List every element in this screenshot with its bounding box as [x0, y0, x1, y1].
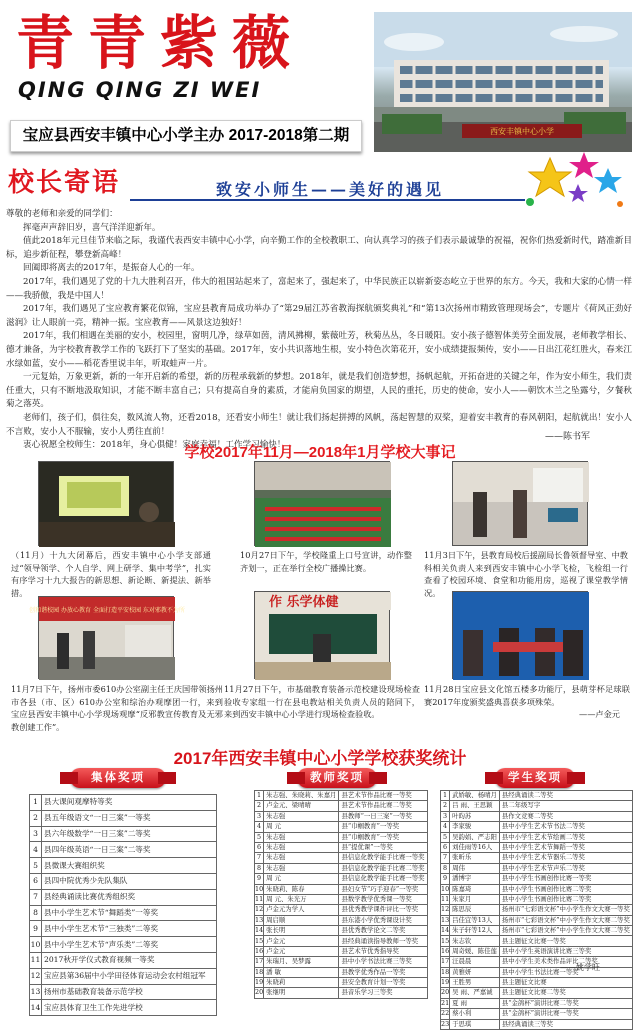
award-title: 县经典诵读三等奖: [499, 1019, 632, 1029]
award-recipient: 朱志强、朱晓莉、朱嘉月: [264, 791, 339, 801]
award-number: 7: [441, 853, 450, 863]
events-heading: 学校2017年11月—2018年1月学校大事记: [184, 444, 456, 461]
teacher-awards-ribbon: [297, 768, 377, 788]
award-title: 县教师“一日三案”一等奖: [339, 811, 427, 821]
award-recipient: 陈嘉琦: [450, 884, 500, 894]
award-number: 3: [441, 811, 450, 821]
award-title: 县中小学生艺术节舞蹈一等奖: [499, 842, 632, 852]
award-number: 10: [255, 884, 264, 893]
school-building-photo: [374, 12, 632, 152]
award-number: 17: [255, 957, 264, 966]
award-title: 县中小学生艺术节“三独类”二等奖: [42, 921, 217, 937]
award-row: [441, 978, 633, 988]
teacher-awards-table: [254, 790, 425, 999]
award-number: 8: [441, 863, 450, 873]
award-number: 7: [30, 889, 42, 905]
award-recipient: 朱志强: [264, 842, 339, 852]
award-title: 县四年级英语“一日三案”二等奖: [42, 842, 217, 858]
award-number: 5: [441, 832, 450, 842]
award-recipient: 陈思辰: [450, 905, 500, 915]
award-title: 扬州市基础教育装备示范学校: [42, 984, 217, 1000]
award-row: [255, 811, 428, 821]
award-number: 12: [255, 905, 264, 914]
student-awards-ribbon: [495, 768, 575, 788]
letter-paragraph: 2017年，我们遇见了宝应教育繁花似锦，宝应县教育局成功举办了“第29届江苏省教海探航颁奖典礼”和“第13次扬州市精致管理现场会”，专题片《荷风正劲好滋润》让人眼前一亮，精神一振。宝应教育——风景这边独好！: [6, 304, 632, 328]
award-recipient: 夏 雨: [450, 998, 500, 1008]
award-title: 县中小学书法比赛三等奖: [339, 957, 427, 967]
award-recipient: 刘佳雨等16人: [450, 842, 500, 852]
award-row: [255, 936, 428, 946]
event-photo-1: [38, 461, 174, 546]
letter-greeting: 尊敬的老师和亲爱的同学们：: [6, 209, 118, 219]
award-number: 3: [30, 826, 42, 842]
award-number: 13: [255, 915, 264, 924]
award-title: 县主题征文比赛: [499, 978, 632, 988]
award-number: 4: [30, 842, 42, 858]
letter-paragraph: 挥毫声声辞旧岁，喜气洋洋迎新年。: [23, 222, 161, 233]
award-title: 县艺术节优秀指导奖: [339, 946, 427, 956]
award-row: [255, 853, 428, 863]
award-title: 县东港小学优秀课设计奖: [339, 915, 427, 925]
award-title: 县经典诵读指导教师一等奖: [339, 936, 427, 946]
award-recipient: 朱志强: [264, 832, 339, 842]
award-number: 13: [30, 984, 42, 1000]
award-row: [30, 905, 217, 921]
award-row: [255, 863, 428, 873]
award-row: [255, 874, 428, 884]
award-recipient: 吴 雨、严嘉诚: [450, 988, 500, 998]
award-number: 11: [255, 894, 264, 903]
award-row: [441, 811, 633, 821]
award-title: 县“巾帼教育”一等奖: [339, 832, 427, 842]
award-recipient: 朱晓莉: [264, 978, 339, 988]
award-row: [255, 884, 428, 894]
award-title: 县中小学生艺术节“舞蹈类”一等奖: [42, 905, 217, 921]
event-photo-4: [29, 596, 185, 679]
award-number: 19: [441, 978, 450, 987]
award-title: 县优秀教学论文二等奖: [339, 926, 427, 936]
award-number: 1: [441, 791, 450, 801]
award-row: [255, 822, 428, 832]
letter-paragraph: 2017年，我们相遇在美丽的安小，校园里，窗明几净，绿草如茵，清风拂柳，紫薇吐芳，秋菊丛丛，冬日暖阳。安小孩子德智体美劳全面发展，老师教学相长、德才兼备，为宇校教育教学工作的飞跃打下了坚实的基础。2017年，安小共识落地生根，安小特色次第花开，安小成绩捷报频传，安小——日出江花红胜火，春来江水绿如蓝，安小——稻花香里说丰年，听取蛙声一片。: [6, 331, 632, 369]
award-number: 6: [441, 842, 450, 852]
award-number: 5: [255, 832, 264, 842]
award-number: 2: [255, 801, 264, 811]
award-number: 2: [30, 810, 42, 826]
award-row: [441, 791, 633, 801]
award-number: 12: [30, 968, 42, 984]
award-row: [30, 826, 217, 842]
award-recipient: 叶昀苏: [450, 811, 500, 821]
award-number: 6: [255, 842, 264, 852]
letter-paragraph: 2017年，我们遇见了党的十九大胜利召开，伟大的祖国站起来了，富起来了，强起来了，中华民族正以崭新姿态屹立于世界的东方。今天，我和大家的心情一样——我骄傲，我是中国人！: [6, 276, 632, 301]
award-row: [441, 822, 633, 832]
award-recipient: 潘 敏: [264, 967, 339, 977]
award-title: 县中小学生书画创作比赛二等奖: [499, 884, 632, 894]
award-row: [30, 937, 217, 953]
award-row: [30, 921, 217, 937]
award-title: 县信息化教学能手比赛一等奖: [339, 874, 427, 884]
award-recipient: 朱家月: [450, 894, 500, 904]
teacher-awards-label: 教师奖项: [310, 772, 364, 784]
award-row: [30, 810, 217, 826]
award-recipient: 朱晓莉、陈春: [264, 884, 339, 894]
award-recipient: 吕佳宜等13人: [450, 915, 500, 925]
award-recipient: 王胜男: [450, 978, 500, 988]
award-title: 扬州市“七彩语文杯”中小学生作文大赛二等奖: [499, 915, 632, 925]
award-title: 县中小学生书画创作比赛二等奖: [499, 894, 632, 904]
award-title: 县中小学生英语演讲比赛三等奖: [499, 946, 632, 956]
letter-signature: ——陈书军: [544, 432, 590, 442]
award-title: 县音乐学习三等奖: [339, 988, 427, 998]
award-row: [441, 842, 633, 852]
award-row: [255, 988, 428, 998]
award-row: [255, 801, 428, 811]
award-row: [255, 905, 428, 915]
award-title: 县优秀教学课件评比一等奖: [339, 905, 427, 915]
award-title: 县妇女节“巧手迎春”一等奖: [339, 884, 427, 894]
award-row: [255, 915, 428, 925]
award-title: 县中小学生艺术节绘画二等奖: [499, 832, 632, 842]
award-recipient: 朱子轩等12人: [450, 926, 500, 936]
award-row: [441, 915, 633, 925]
letter-paragraph: 老师们，孩子们，俱往矣，数风流人物，还看2018，还看安小师生！就让我们扬起拼搏的风帆，荡起智慧的双桨，迎着安丰教育的春风朝阳，起航就出！安小人不言败，安小人不服输，安小人勇往直前！: [6, 412, 632, 437]
newspaper-title: 青青紫薇: [16, 9, 305, 77]
award-number: 18: [255, 967, 264, 976]
award-recipient: 周伟: [450, 863, 500, 873]
award-number: 8: [255, 863, 264, 873]
award-title: 县中小学生美术类作品评比二等奖: [499, 957, 632, 967]
awards-heading: 2017年西安丰镇中心小学学校获奖统计: [173, 749, 467, 768]
event-photo-5-banner: 作 乐学体健: [269, 595, 339, 610]
award-row: [255, 978, 428, 988]
award-row: [441, 988, 633, 998]
award-number: 15: [255, 936, 264, 945]
award-title: 县信息化教学能手比赛一等奖: [339, 853, 427, 863]
school-awards-table: [29, 794, 217, 1016]
award-title: 扬州市“七彩语文杯”中小学生作文大赛一等奖: [499, 905, 632, 915]
award-row: [255, 926, 428, 936]
award-row: [441, 936, 633, 946]
award-row: [30, 873, 217, 889]
student-awards-label: 学生奖项: [508, 772, 562, 784]
award-title: 县四中院优秀少先队集队: [42, 873, 217, 889]
award-title: 县作文竞赛二等奖: [499, 811, 632, 821]
award-title: 县微课大赛组织奖: [42, 858, 217, 874]
award-number: 9: [441, 874, 450, 884]
award-title: 县艺术节作品比赛一等奖: [339, 791, 427, 801]
award-number: 11: [30, 952, 42, 968]
award-row: [30, 858, 217, 874]
award-row: [441, 1009, 633, 1019]
award-number: 14: [255, 926, 264, 935]
letter-paragraph: 值此2018年元旦佳节来临之际，我谨代表西安丰镇中心小学，向辛勤工作的全校教职工、向认真学习的孩子们表示最诚挚的祝福，祝你们热爱新时代，踏准新目标，追步新征程，攀登新高峰！: [6, 236, 632, 260]
issue-banner: 宝应县西安丰镇中心小学主办 2017-2018第二期: [10, 120, 362, 152]
award-row: [441, 926, 633, 936]
award-number: 3: [255, 811, 264, 821]
award-title: 县中小学生艺术节书法二等奖: [499, 822, 632, 832]
event-caption-1: （11月）十九大闭幕后，西安丰镇中心小学支部通过“领导领学、个人自学、网上研学、集中考学”，扎实有序学习十九大报告的新思想、新论断、新提法、新举措。: [11, 550, 211, 598]
event-caption-2: 10月27日下午，学校隆重上口号宣讲，动作整齐划一，正在举行全校广播操比赛。: [240, 550, 412, 573]
award-row: [441, 874, 633, 884]
event-caption-5: 11月27日下午，市基础教育装备示范校建设现场检查验收专家组一行在县电教站相关负责人员的陪同下，来到西安丰镇中心小学进行现场检查验收。: [224, 684, 420, 719]
award-recipient: 卢金元: [264, 936, 339, 946]
award-number: 22: [441, 1009, 450, 1018]
award-recipient: 李家骏: [450, 822, 500, 832]
award-recipient: 黄雅妍: [450, 967, 500, 977]
award-row: [255, 832, 428, 842]
event-photo-5: [254, 591, 390, 679]
award-title: 县五年级语文“一日三案”一等奖: [42, 810, 217, 826]
award-recipient: 于思琪: [450, 1019, 500, 1029]
student-awards-table: [440, 790, 630, 1030]
award-row: [255, 842, 428, 852]
award-number: 1: [30, 795, 42, 811]
award-title: 县大课间观摩特等奖: [42, 795, 217, 811]
award-number: 21: [441, 998, 450, 1007]
award-recipient: 周 元: [264, 874, 339, 884]
award-row: [30, 795, 217, 811]
award-row: [30, 984, 217, 1000]
award-recipient: 卢金元为学人: [264, 905, 339, 915]
award-row: [441, 801, 633, 811]
award-number: 10: [30, 937, 42, 953]
award-recipient: 周启顺: [264, 915, 339, 925]
award-recipient: 蔡小利: [450, 1009, 500, 1019]
award-row: [30, 952, 217, 968]
award-recipient: 朱志强: [264, 863, 339, 873]
award-row: [441, 905, 633, 915]
award-recipient: 汪晨晨: [450, 957, 500, 967]
letter-paragraph: 衷心祝愿全校师生：2018年，身心俱健！家庭幸福！工作学习愉快！: [23, 440, 286, 451]
award-number: 9: [255, 874, 264, 884]
event-photo-3: [452, 461, 588, 546]
award-number: 14: [441, 926, 450, 935]
event-photo-2: [254, 461, 390, 546]
award-title: 县主题征文比赛二等奖: [499, 988, 632, 998]
award-title: 宝应县体育卫生工作先进学校: [42, 1000, 217, 1016]
award-row: [30, 889, 217, 905]
award-title: 县“金鸽杯”演讲比赛二等奖: [499, 998, 632, 1008]
award-title: 县安全教育计划一等奖: [339, 978, 427, 988]
award-title: 县“巾帼教育”一等奖: [339, 822, 427, 832]
award-row: [255, 967, 428, 977]
award-recipient: 卢金元: [264, 946, 339, 956]
award-recipient: 卢金元、梁晴晴: [264, 801, 339, 811]
award-row: [30, 968, 217, 984]
award-recipient: 潘博宇: [450, 874, 500, 884]
award-recipient: 吴韵娟、严志阳: [450, 832, 500, 842]
award-row: [30, 842, 217, 858]
award-row: [441, 884, 633, 894]
letter-paragraph: 一元复始，万象更新，新的一年开启新的希望，新的历程承载新的梦想。2018年，就是我们创造梦想，扬帆起航，开拓奋进的关键之年，作为安小师生，我们责任重大，只有不断地汲取知识，才能不断丰富自己；只有提高自身的素质，才能肩负国家的期望，人民的重托，历史的使命，安小人——朝饮木兰之坠露兮，夕餐秋菊之落英。: [6, 372, 632, 410]
award-title: 县教学优秀作品一等奖: [339, 967, 427, 977]
school-gate-sign: 西安丰镇中心小学: [490, 127, 554, 136]
award-number: 23: [441, 1019, 450, 1028]
award-row: [441, 998, 633, 1008]
award-number: 8: [30, 905, 42, 921]
award-recipient: 周 元、朱光万: [264, 894, 339, 904]
principal-heading: 校长寄语: [8, 168, 121, 198]
award-row: [255, 894, 428, 904]
event-signature: ——卢金元: [579, 709, 620, 719]
award-recipient: 朱瑞月、吴梦露: [264, 957, 339, 967]
event-caption-6: 11月28日宝应县文化馆五楼多功能厅，县萌芽杯足球联赛2017年度颁奖盛典喜获多项殊荣。: [424, 684, 630, 707]
award-row: [441, 894, 633, 904]
award-row: [441, 967, 633, 977]
award-title: 县中小学生艺术节器乐二等奖: [499, 853, 632, 863]
award-number: 7: [255, 853, 264, 863]
subtitle-underline: [130, 199, 525, 201]
newspaper-pinyin: QING QING ZI WEI: [18, 78, 262, 102]
award-row: [441, 946, 633, 956]
award-recipient: 吕 雨、王思颖: [450, 801, 500, 811]
award-title: 县艺术节作品比赛二等奖: [339, 801, 427, 811]
award-row: [441, 853, 633, 863]
award-recipient: 朱志强: [264, 811, 339, 821]
award-number: 4: [255, 822, 264, 832]
award-recipient: 朱志强: [264, 853, 339, 863]
event-caption-4: 11月7日下午，扬州市委610办公室副主任王庆国带领扬州市各县（市、区）610办公室和综治办观摩团一行，来到宝应县西安丰镇中心小学现场观摩“反邪教宣传教育及无邪教创建工作”。: [11, 684, 223, 732]
award-recipient: 张昕乐: [450, 853, 500, 863]
award-number: 13: [441, 915, 450, 924]
award-title: 县中小学生艺术节“声乐类”二等奖: [42, 937, 217, 953]
award-title: 宝应县第36届中小学田径体育运动会农村组冠军: [42, 968, 217, 984]
award-row: [30, 1000, 217, 1016]
award-number: 4: [441, 822, 450, 832]
award-number: 14: [30, 1000, 42, 1016]
award-title: 县“提优课”一等奖: [339, 842, 427, 852]
award-number: 12: [441, 905, 450, 914]
letter-paragraph: 回阖即将离去的2017年，是振奋人心的一年。: [23, 263, 200, 274]
award-title: 县信息化教学能手比赛二等奖: [339, 863, 427, 873]
award-row: [255, 791, 428, 801]
award-number: 11: [441, 894, 450, 903]
award-number: 20: [441, 988, 450, 997]
award-recipient: 张长明: [264, 926, 339, 936]
award-title: 县中小学生艺术节声乐二等奖: [499, 863, 632, 873]
school-awards-label: 集体奖项: [91, 772, 145, 784]
award-recipient: 周奇媛、陈佳莲: [450, 946, 500, 956]
event-photo-6: [452, 591, 588, 679]
award-number: 1: [255, 791, 264, 801]
award-title: 县经典诵读比赛优秀组织奖: [42, 889, 217, 905]
award-number: 6: [30, 873, 42, 889]
award-number: 18: [441, 967, 450, 976]
event-photo-4-banner: 创和谐校园 办放心教育 全面打造平安校园 东对邪教不为所: [29, 607, 185, 614]
award-number: 16: [441, 946, 450, 955]
event-caption-3: 11月3日下午，县教育局校后援副局长鲁领督导室、中教科相关负责人来到西安丰镇中心小学飞检，飞检组一行查看了校园环境、食堂和功能用房，巡视了课堂教学情况。: [424, 550, 628, 598]
award-row: [441, 957, 633, 967]
award-title: 2017秋开学仪式教育视频一等奖: [42, 952, 217, 968]
award-number: 9: [30, 921, 42, 937]
award-number: 15: [441, 936, 450, 945]
principal-subtitle: 致安小师生——美好的遇见: [215, 180, 444, 199]
stars-decoration-icon: [520, 150, 630, 212]
award-title: 县“金鸽杯”演讲比赛一等奖: [499, 1009, 632, 1019]
school-awards-ribbon: [70, 768, 166, 788]
award-title: 县二年级写字: [499, 801, 632, 811]
award-title: 县六年级数学“一日三案”二等奖: [42, 826, 217, 842]
award-number: 17: [441, 957, 450, 966]
award-row: [441, 832, 633, 842]
award-title: 扬州市“七彩语文杯”中小学生作文大赛二等奖: [499, 926, 632, 936]
award-number: 5: [30, 858, 42, 874]
award-row: [441, 863, 633, 873]
award-number: 20: [255, 988, 264, 997]
award-recipient: 张继明: [264, 988, 339, 998]
award-number: 10: [441, 884, 450, 893]
award-row: [441, 1019, 633, 1029]
award-recipient: 周 元: [264, 822, 339, 832]
award-number: 19: [255, 978, 264, 987]
award-row: [255, 957, 428, 967]
award-title: 县中小学生书画创作比赛一等奖: [499, 874, 632, 884]
award-title: 县主题征文比赛一等奖: [499, 936, 632, 946]
award-recipient: 朱志钦: [450, 936, 500, 946]
award-title: 县中小学生书法比赛一等奖: [499, 967, 632, 977]
award-number: 2: [441, 801, 450, 811]
award-number: 16: [255, 946, 264, 955]
award-row: [255, 946, 428, 956]
awards-signature: ——姚学旺: [560, 963, 600, 972]
principal-letter: [6, 208, 632, 453]
award-title: 县数学教学优秀课一等奖: [339, 894, 427, 904]
award-title: 县经典诵读二等奖: [499, 791, 632, 801]
award-recipient: 武娇敏、杨晴月: [450, 791, 500, 801]
